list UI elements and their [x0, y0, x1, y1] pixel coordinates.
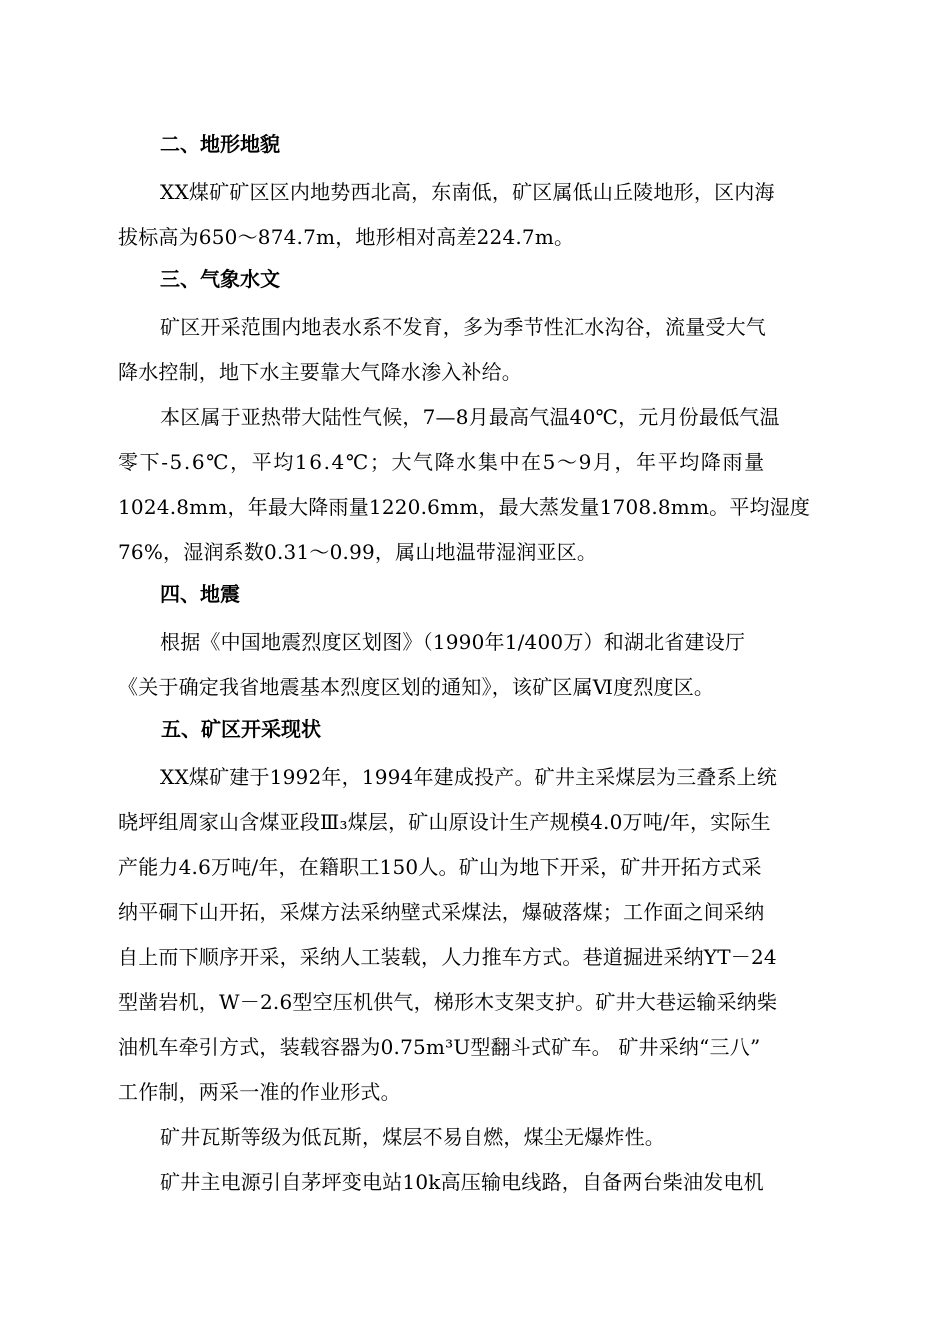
- text-line: 产能力4.6万吨/年，在籍职工150人。矿山为地下开采，矿井开拓方式采: [118, 855, 762, 879]
- section-heading-mining-status: 五、矿区开采现状: [161, 717, 321, 741]
- paragraph-climate: [118, 395, 850, 575]
- text-line: 《关于确定我省地震基本烈度区划的通知》，该矿区属Ⅵ度烈度区。: [118, 675, 715, 699]
- text-line: 1024.8mm，年最大降雨量1220.6mm，最大蒸发量1708.8mm。平均湿度: [118, 495, 811, 519]
- paragraph-mining-status: [118, 755, 850, 1115]
- paragraph-earthquake: [118, 620, 850, 710]
- text-line: 油机车牵引方式，装载容器为0.75m³U型翻斗式矿车。 矿井采纳“三八”: [118, 1035, 761, 1059]
- section-heading-terrain: 二、地形地貌: [160, 132, 280, 156]
- section-heading-climate-hydrology: 三、气象水文: [160, 267, 280, 291]
- paragraph-power-supply: [118, 1160, 850, 1205]
- document-page: [118, 125, 850, 1205]
- text-line: 矿井瓦斯等级为低瓦斯，煤层不易自燃，煤尘无爆炸性。: [160, 1125, 665, 1149]
- text-line: 零下-5.6℃，平均16.4℃；大气降水集中在5～9月，年平均降雨量: [118, 450, 766, 474]
- text-line: 纳平硐下山开拓，采煤方法采纳壁式采煤法，爆破落煤；工作面之间采纳: [118, 900, 765, 924]
- text-line: XX煤矿矿区区内地势西北高，东南低，矿区属低山丘陵地形，区内海: [160, 180, 775, 204]
- text-line: 矿井主电源引自茅坪变电站10k高压输电线路，自备两台柴油发电机: [160, 1170, 764, 1194]
- text-line: 自上而下顺序开采，采纳人工装载，人力推车方式。巷道掘进采纳YT－24: [118, 945, 777, 969]
- paragraph-hydrology: [118, 305, 850, 395]
- paragraph-gas-level: [118, 1115, 850, 1160]
- text-line: 本区属于亚热带大陆性气候，7—8月最高气温40℃，元月份最低气温: [160, 405, 780, 429]
- text-line: 矿区开采范围内地表水系不发育，多为季节性汇水沟谷，流量受大气: [160, 315, 766, 339]
- text-line: 根据《中国地震烈度区划图》（1990年1/400万）和湖北省建设厅: [160, 630, 746, 654]
- paragraph-terrain: [118, 170, 850, 260]
- text-line: 76%，湿润系数0.31～0.99，属山地温带湿润亚区。: [118, 540, 598, 564]
- section-heading-earthquake: 四、地震: [160, 582, 240, 606]
- text-line: XX煤矿建于1992年，1994年建成投产。矿井主采煤层为三叠系上统: [160, 765, 778, 789]
- text-line: 工作制，两采一准的作业形式。: [118, 1080, 401, 1104]
- text-line: 型凿岩机，W－2.6型空压机供气，梯形木支架支护。矿井大巷运输采纳柴: [118, 990, 778, 1014]
- text-line: 拔标高为650～874.7m，地形相对高差224.7m。: [118, 225, 575, 249]
- text-line: 晓坪组周家山含煤亚段Ⅲ₃煤层，矿山原设计生产规模4.0万吨/年，实际生: [118, 810, 771, 834]
- text-line: 降水控制，地下水主要靠大气降水渗入补给。: [118, 360, 522, 384]
